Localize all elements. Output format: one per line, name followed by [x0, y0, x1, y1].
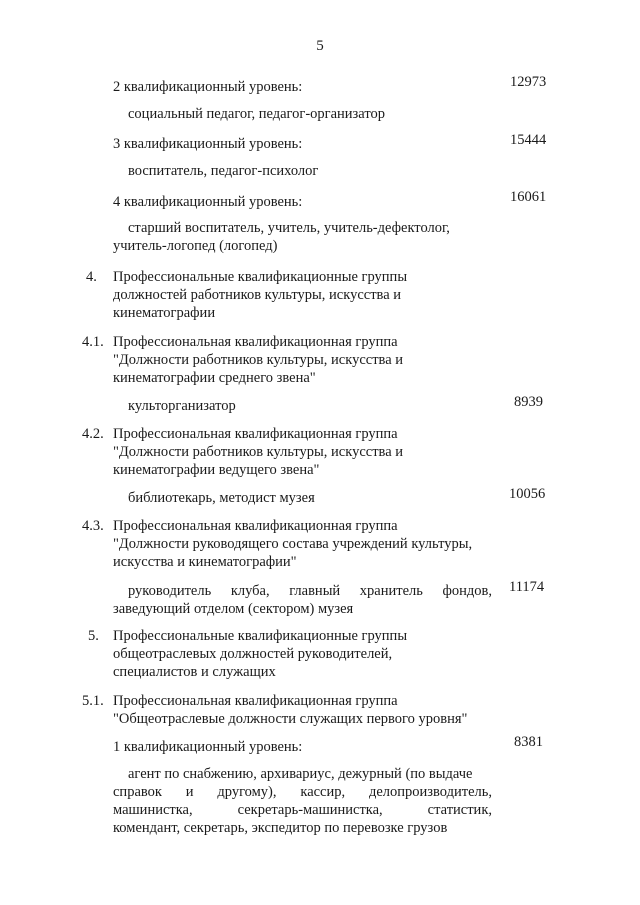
section-4-2-title-line-2: "Должности работников культуры, искусства и — [113, 444, 404, 460]
section-5-title-line-2: общеотраслевых должностей руководителей, — [113, 646, 393, 662]
section-4-3-title-line-3: искусства и кинематографии" — [113, 554, 297, 570]
section-5-1-description-line-3: машинистка, секретарь-машинистка, статистик, — [113, 802, 492, 818]
section-5-title-line-1: Профессиональные квалификационные группы — [113, 628, 408, 644]
section-4-2-position: библиотекарь, методист музея — [128, 490, 315, 506]
level-2-value: 12973 — [510, 74, 547, 90]
section-4-3-title-line-1: Профессиональная квалификационная группа — [113, 518, 398, 534]
section-5-1-title-line-1: Профессиональная квалификационная группа — [113, 693, 398, 709]
level-3-description: воспитатель, педагог-психолог — [128, 163, 319, 179]
section-5-1-title-line-2: "Общеотраслевые должности служащих первого уровня" — [113, 711, 468, 727]
level-2-label: 2 квалификационный уровень: — [113, 79, 303, 95]
section-5-1-description-line-1: агент по снабжению, архивариус, дежурный (по выдаче — [128, 766, 473, 782]
section-4-3-position-line-2: заведующий отделом (сектором) музея — [113, 601, 354, 617]
level-4-label: 4 квалификационный уровень: — [113, 194, 303, 210]
section-4-2-value: 10056 — [509, 486, 546, 502]
section-5-number: 5. — [88, 628, 99, 644]
section-4-number: 4. — [86, 269, 97, 285]
section-5-1-number: 5.1. — [82, 693, 104, 709]
section-4-1-title-line-2: "Должности работников культуры, искусства и — [113, 352, 404, 368]
section-4-1-position: культорганизатор — [128, 398, 236, 414]
section-5-1-description-line-4: комендант, секретарь, экспедитор по перевозке грузов — [113, 820, 448, 836]
level-3-value: 15444 — [510, 132, 547, 148]
level-3-label: 3 квалификационный уровень: — [113, 136, 303, 152]
section-5-title-line-3: специалистов и служащих — [113, 664, 276, 680]
section-5-1-level-label: 1 квалификационный уровень: — [113, 739, 303, 755]
section-4-title-line-3: кинематографии — [113, 305, 216, 321]
section-4-3-value: 11174 — [509, 579, 545, 595]
section-4-2-number: 4.2. — [82, 426, 104, 442]
level-2-description: социальный педагог, педагог-организатор — [128, 106, 385, 122]
section-5-1-description-line-2: справок и другому), кассир, делопроизводитель, — [113, 784, 492, 800]
section-4-title-line-1: Профессиональные квалификационные группы — [113, 269, 408, 285]
section-4-3-number: 4.3. — [82, 518, 104, 534]
section-4-1-title-line-1: Профессиональная квалификационная группа — [113, 334, 398, 350]
section-5-1-value: 8381 — [514, 734, 543, 750]
section-4-3-position-line-1: руководитель клуба, главный хранитель фондов, — [128, 583, 492, 599]
section-4-2-title-line-3: кинематографии ведущего звена" — [113, 462, 320, 478]
level-4-description-line-2: учитель-логопед (логопед) — [113, 238, 278, 254]
section-4-title-line-2: должностей работников культуры, искусства и — [113, 287, 402, 303]
section-4-1-title-line-3: кинематографии среднего звена" — [113, 370, 316, 386]
section-4-2-title-line-1: Профессиональная квалификационная группа — [113, 426, 398, 442]
section-4-3-title-line-2: "Должности руководящего состава учреждений культуры, — [113, 536, 473, 552]
section-4-1-value: 8939 — [514, 394, 543, 410]
page-number: 5 — [316, 38, 324, 54]
level-4-value: 16061 — [510, 189, 547, 205]
section-4-1-number: 4.1. — [82, 334, 104, 350]
level-4-description-line-1: старший воспитатель, учитель, учитель-дефектолог, — [128, 220, 450, 236]
